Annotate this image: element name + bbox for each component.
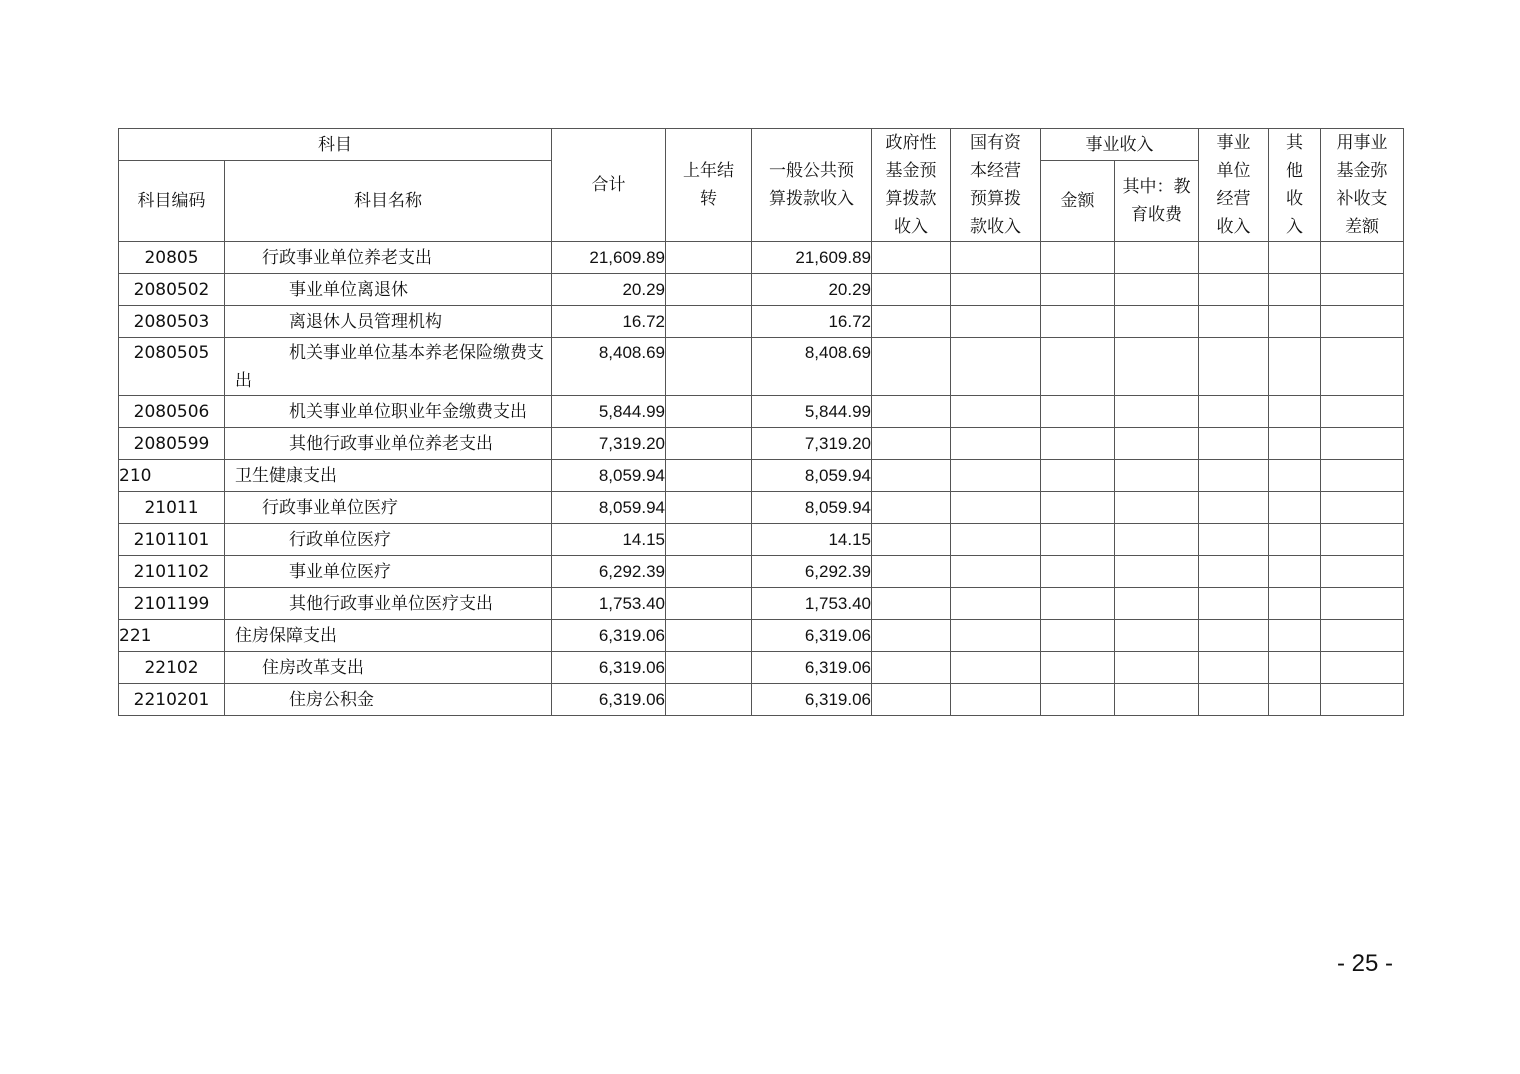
row-name: 行政事业单位养老支出 xyxy=(225,242,552,274)
row-code: 2080599 xyxy=(119,428,225,460)
empty-cell xyxy=(1199,460,1269,492)
row-name: 住房公积金 xyxy=(225,684,552,716)
empty-cell xyxy=(951,652,1041,684)
row-total: 6,319.06 xyxy=(552,620,666,652)
header-code: 科目编码 xyxy=(119,161,225,242)
empty-cell xyxy=(1199,620,1269,652)
row-general-budget: 8,059.94 xyxy=(752,460,872,492)
header-edu-fee: 其中：教育收费 xyxy=(1115,161,1199,242)
table-row xyxy=(119,588,1404,620)
row-code: 2080502 xyxy=(119,274,225,306)
table-row xyxy=(119,396,1404,428)
empty-cell xyxy=(1115,274,1199,306)
table-row xyxy=(119,556,1404,588)
row-general-budget: 6,319.06 xyxy=(752,684,872,716)
row-name: 住房保障支出 xyxy=(225,620,552,652)
empty-cell xyxy=(1269,588,1321,620)
empty-cell xyxy=(872,338,951,396)
empty-cell xyxy=(1115,338,1199,396)
table-row xyxy=(119,274,1404,306)
empty-cell xyxy=(1321,274,1404,306)
row-total: 7,319.20 xyxy=(552,428,666,460)
row-name: 其他行政事业单位医疗支出 xyxy=(225,588,552,620)
row-carryover xyxy=(666,274,752,306)
empty-cell xyxy=(1115,524,1199,556)
table-row xyxy=(119,620,1404,652)
empty-cell xyxy=(1269,428,1321,460)
row-carryover xyxy=(666,428,752,460)
row-code: 221 xyxy=(119,620,225,652)
page-number: - 25 - xyxy=(1336,950,1393,977)
row-general-budget: 21,609.89 xyxy=(752,242,872,274)
row-code: 2080505 xyxy=(119,338,225,396)
empty-cell xyxy=(1321,428,1404,460)
row-carryover xyxy=(666,524,752,556)
empty-cell xyxy=(1269,306,1321,338)
empty-cell xyxy=(1041,460,1115,492)
row-total: 6,319.06 xyxy=(552,684,666,716)
row-total: 16.72 xyxy=(552,306,666,338)
empty-cell xyxy=(1269,492,1321,524)
empty-cell xyxy=(872,684,951,716)
empty-cell xyxy=(1321,652,1404,684)
empty-cell xyxy=(1041,306,1115,338)
table-row xyxy=(119,652,1404,684)
header-total: 合计 xyxy=(552,129,666,242)
empty-cell xyxy=(1321,620,1404,652)
row-name: 卫生健康支出 xyxy=(225,460,552,492)
empty-cell xyxy=(1321,242,1404,274)
empty-cell xyxy=(1199,274,1269,306)
empty-cell xyxy=(1041,556,1115,588)
row-name: 住房改革支出 xyxy=(225,652,552,684)
table-row xyxy=(119,684,1404,716)
empty-cell xyxy=(1115,588,1199,620)
row-code: 22102 xyxy=(119,652,225,684)
empty-cell xyxy=(1115,556,1199,588)
empty-cell xyxy=(951,274,1041,306)
row-carryover xyxy=(666,684,752,716)
header-name: 科目名称 xyxy=(225,161,552,242)
row-name: 行政单位医疗 xyxy=(225,524,552,556)
row-name: 事业单位医疗 xyxy=(225,556,552,588)
budget-table xyxy=(118,128,1404,716)
empty-cell xyxy=(1199,524,1269,556)
empty-cell xyxy=(872,460,951,492)
empty-cell xyxy=(1269,652,1321,684)
header-general-budget: 一般公共预算拨款收入 xyxy=(752,129,872,242)
empty-cell xyxy=(872,524,951,556)
empty-cell xyxy=(872,652,951,684)
row-total: 8,059.94 xyxy=(552,460,666,492)
header-business-income: 事业收入 xyxy=(1041,129,1199,161)
empty-cell xyxy=(1269,684,1321,716)
empty-cell xyxy=(872,620,951,652)
empty-cell xyxy=(1041,588,1115,620)
row-name: 行政事业单位医疗 xyxy=(225,492,552,524)
row-carryover xyxy=(666,492,752,524)
empty-cell xyxy=(1269,556,1321,588)
row-general-budget: 1,753.40 xyxy=(752,588,872,620)
empty-cell xyxy=(1115,684,1199,716)
empty-cell xyxy=(1321,338,1404,396)
empty-cell xyxy=(1269,396,1321,428)
row-total: 8,059.94 xyxy=(552,492,666,524)
empty-cell xyxy=(951,396,1041,428)
empty-cell xyxy=(1269,524,1321,556)
empty-cell xyxy=(1199,396,1269,428)
empty-cell xyxy=(872,428,951,460)
empty-cell xyxy=(1269,338,1321,396)
table-row xyxy=(119,492,1404,524)
row-general-budget: 7,319.20 xyxy=(752,428,872,460)
empty-cell xyxy=(1115,652,1199,684)
row-carryover xyxy=(666,242,752,274)
row-carryover xyxy=(666,556,752,588)
empty-cell xyxy=(951,524,1041,556)
empty-cell xyxy=(1115,492,1199,524)
empty-cell xyxy=(1321,460,1404,492)
header-subject: 科目 xyxy=(119,129,552,161)
empty-cell xyxy=(951,556,1041,588)
empty-cell xyxy=(1321,492,1404,524)
empty-cell xyxy=(951,588,1041,620)
header-unit-operating: 事业单位经营收入 xyxy=(1199,129,1269,242)
row-code: 2080503 xyxy=(119,306,225,338)
row-name: 机关事业单位基本养老保险缴费支出 xyxy=(225,338,552,396)
header-state-capital: 国有资本经营预算拨款收入 xyxy=(951,129,1041,242)
empty-cell xyxy=(1321,684,1404,716)
row-total: 6,319.06 xyxy=(552,652,666,684)
empty-cell xyxy=(872,492,951,524)
empty-cell xyxy=(872,396,951,428)
empty-cell xyxy=(951,620,1041,652)
row-code: 21011 xyxy=(119,492,225,524)
row-general-budget: 5,844.99 xyxy=(752,396,872,428)
row-name: 事业单位离退休 xyxy=(225,274,552,306)
row-general-budget: 6,319.06 xyxy=(752,652,872,684)
empty-cell xyxy=(1041,396,1115,428)
row-code: 20805 xyxy=(119,242,225,274)
empty-cell xyxy=(1041,620,1115,652)
empty-cell xyxy=(1041,492,1115,524)
empty-cell xyxy=(1115,306,1199,338)
row-total: 14.15 xyxy=(552,524,666,556)
empty-cell xyxy=(1041,338,1115,396)
empty-cell xyxy=(951,242,1041,274)
row-code: 210 xyxy=(119,460,225,492)
empty-cell xyxy=(1269,242,1321,274)
row-code: 2101102 xyxy=(119,556,225,588)
table-row xyxy=(119,460,1404,492)
empty-cell xyxy=(872,242,951,274)
row-general-budget: 20.29 xyxy=(752,274,872,306)
empty-cell xyxy=(951,492,1041,524)
empty-cell xyxy=(1321,524,1404,556)
table-row xyxy=(119,524,1404,556)
empty-cell xyxy=(1115,620,1199,652)
empty-cell xyxy=(951,306,1041,338)
row-carryover xyxy=(666,588,752,620)
table-row xyxy=(119,306,1404,338)
row-general-budget: 8,408.69 xyxy=(752,338,872,396)
empty-cell xyxy=(951,684,1041,716)
empty-cell xyxy=(1041,684,1115,716)
empty-cell xyxy=(1199,556,1269,588)
header-gov-fund: 政府性基金预算拨款收入 xyxy=(872,129,951,242)
empty-cell xyxy=(1269,460,1321,492)
row-carryover xyxy=(666,460,752,492)
empty-cell xyxy=(951,338,1041,396)
row-general-budget: 6,319.06 xyxy=(752,620,872,652)
row-code: 2101101 xyxy=(119,524,225,556)
row-general-budget: 6,292.39 xyxy=(752,556,872,588)
empty-cell xyxy=(951,428,1041,460)
empty-cell xyxy=(1269,620,1321,652)
header-other-income: 其他收入 xyxy=(1269,129,1321,242)
row-general-budget: 14.15 xyxy=(752,524,872,556)
empty-cell xyxy=(1115,242,1199,274)
empty-cell xyxy=(1041,242,1115,274)
row-total: 8,408.69 xyxy=(552,338,666,396)
table-row xyxy=(119,338,1404,396)
empty-cell xyxy=(872,588,951,620)
empty-cell xyxy=(1041,652,1115,684)
row-carryover xyxy=(666,396,752,428)
row-name: 其他行政事业单位养老支出 xyxy=(225,428,552,460)
empty-cell xyxy=(1199,588,1269,620)
empty-cell xyxy=(1115,396,1199,428)
empty-cell xyxy=(1115,428,1199,460)
empty-cell xyxy=(1321,306,1404,338)
table-row xyxy=(119,428,1404,460)
empty-cell xyxy=(1199,684,1269,716)
row-carryover xyxy=(666,338,752,396)
empty-cell xyxy=(1115,460,1199,492)
empty-cell xyxy=(872,556,951,588)
row-carryover xyxy=(666,620,752,652)
row-total: 1,753.40 xyxy=(552,588,666,620)
row-name: 机关事业单位职业年金缴费支出 xyxy=(225,396,552,428)
row-general-budget: 8,059.94 xyxy=(752,492,872,524)
empty-cell xyxy=(1199,652,1269,684)
row-code: 2080506 xyxy=(119,396,225,428)
table-row xyxy=(119,242,1404,274)
empty-cell xyxy=(1199,306,1269,338)
empty-cell xyxy=(1321,396,1404,428)
empty-cell xyxy=(1269,274,1321,306)
empty-cell xyxy=(1321,556,1404,588)
empty-cell xyxy=(872,306,951,338)
row-carryover xyxy=(666,652,752,684)
header-amount: 金额 xyxy=(1041,161,1115,242)
empty-cell xyxy=(1199,338,1269,396)
header-carryover: 上年结转 xyxy=(666,129,752,242)
row-code: 2210201 xyxy=(119,684,225,716)
row-name: 离退休人员管理机构 xyxy=(225,306,552,338)
empty-cell xyxy=(1321,588,1404,620)
empty-cell xyxy=(951,460,1041,492)
row-total: 6,292.39 xyxy=(552,556,666,588)
empty-cell xyxy=(872,274,951,306)
row-code: 2101199 xyxy=(119,588,225,620)
empty-cell xyxy=(1199,242,1269,274)
row-general-budget: 16.72 xyxy=(752,306,872,338)
row-total: 21,609.89 xyxy=(552,242,666,274)
row-carryover xyxy=(666,306,752,338)
empty-cell xyxy=(1041,274,1115,306)
header-fund-offset: 用事业基金弥补收支差额 xyxy=(1321,129,1404,242)
empty-cell xyxy=(1041,428,1115,460)
row-total: 20.29 xyxy=(552,274,666,306)
row-total: 5,844.99 xyxy=(552,396,666,428)
empty-cell xyxy=(1199,492,1269,524)
empty-cell xyxy=(1041,524,1115,556)
empty-cell xyxy=(1199,428,1269,460)
